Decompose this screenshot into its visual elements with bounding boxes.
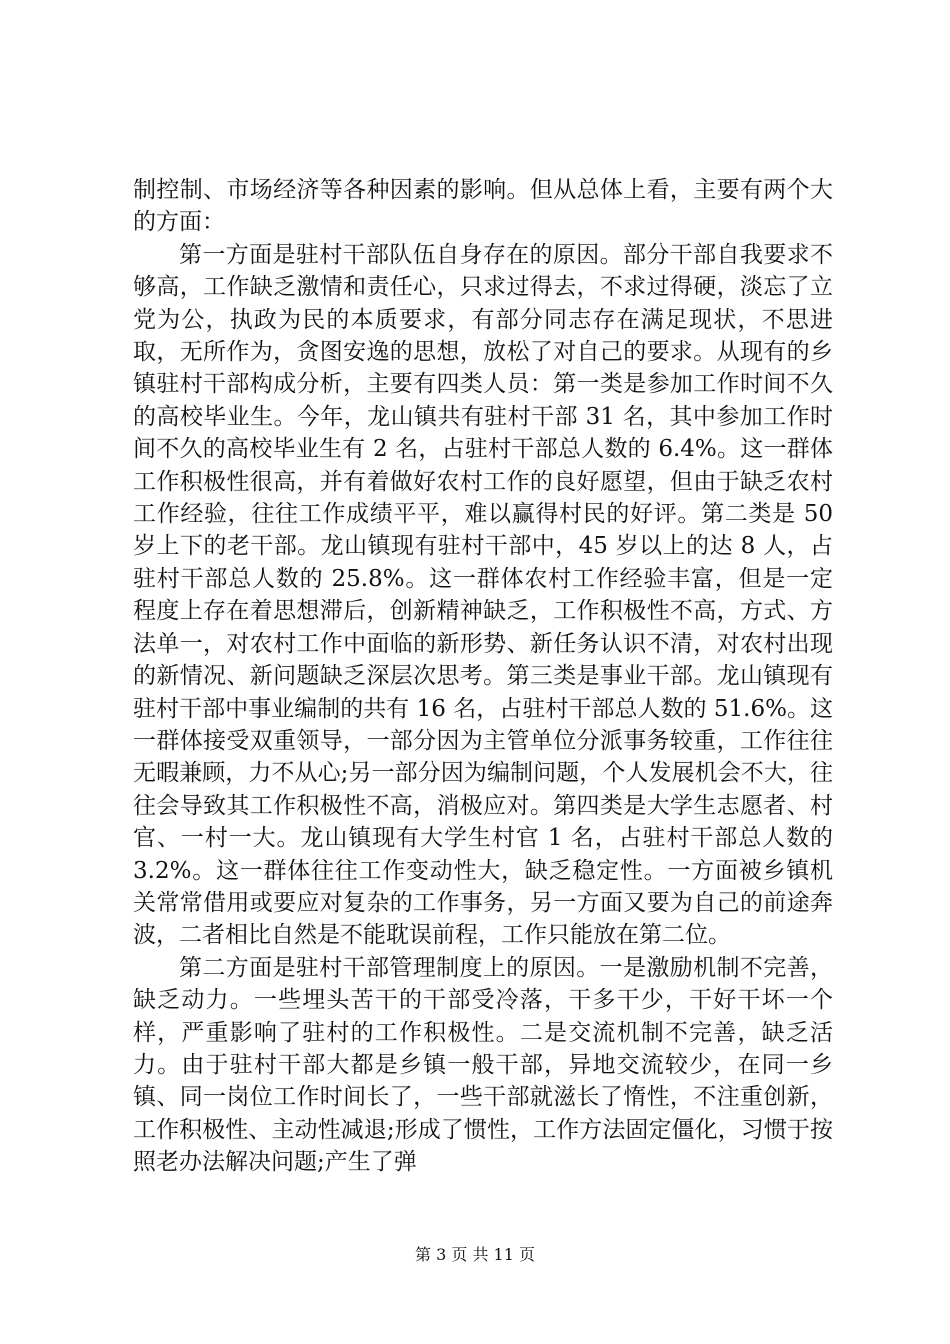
document-body: [133, 174, 841, 1179]
paragraph-second-aspect: 第二方面是驻村干部管理制度上的原因。一是激励机制不完善，缺乏动力。一些埋头苦干的干部受冷落，干多干少，干好干坏一个样，严重影响了驻村的工作积极性。二是交流机制不完善，缺乏活力。由于驻村干部大都是乡镇一般干部，异地交流较少，在同一乡镇、同一岗位工作时间长了，一些干部就滋长了惰性，不注重创新，工作积极性、主动性减退;形成了惯性，工作方法固定僵化，习惯于按照老办法解决问题;产生了弹: [133, 954, 833, 1176]
paragraph-first-aspect: 第一方面是驻村干部队伍自身存在的原因。部分干部自我要求不够高，工作缺乏激情和责任心，只求过得去，不求过得硬，淡忘了立党为公，执政为民的本质要求，有部分同志存在满足现状，不思进取，无所作为，贪图安逸的思想，放松了对自己的要求。从现有的乡镇驻村干部构成分析，主要有四类人员：第一类是参加工作时间不久的高校毕业生。今年，龙山镇共有驻村干部 31 名，其中参加工作时间不久的高校毕业生有 2 名，占驻村干部总人数的 6.4%。这一群体工作积极性很高，并有着做好农村工作的良好愿望，但由于缺乏农村工作经验，往往工作成绩平平，难以赢得村民的好评。第二类是 50 岁上下的老干部。龙山镇现有驻村干部中，45 岁以上的达 8 人，占驻村干部总人数的 25.8%。这一群体农村工作经验丰富，但是一定程度上存在着思想滞后，创新精神缺乏，工作积极性不高，方式、方法单一，对农村工作中面临的新形势、新任务认识不清，对农村出现的新情况、新问题缺乏深层次思考。第三类是事业干部。龙山镇现有驻村干部中事业编制的共有 16 名，占驻村干部总人数的 51.6%。这一群体接受双重领导，一部分因为主管单位分派事务较重，工作往往无暇兼顾，力不从心;另一部分因为编制问题，个人发展机会不大，往往会导致其工作积极性不高，消极应对。第四类是大学生志愿者、村官、一村一大。龙山镇现有大学生村官 1 名，占驻村干部总人数的 3.2%。这一群体往往工作变动性大，缺乏稳定性。一方面被乡镇机关常常借用或要应对复杂的工作事务，另一方面又要为自己的前途奔波，二者相比自然是不能耽误前程，工作只能放在第二位。: [133, 241, 841, 949]
page-footer: 第 3 页 共 11 页: [415, 1245, 535, 1264]
paragraph-continuation: 制控制、市场经济等各种因素的影响。但从总体上看，主要有两个大的方面：: [133, 177, 833, 236]
